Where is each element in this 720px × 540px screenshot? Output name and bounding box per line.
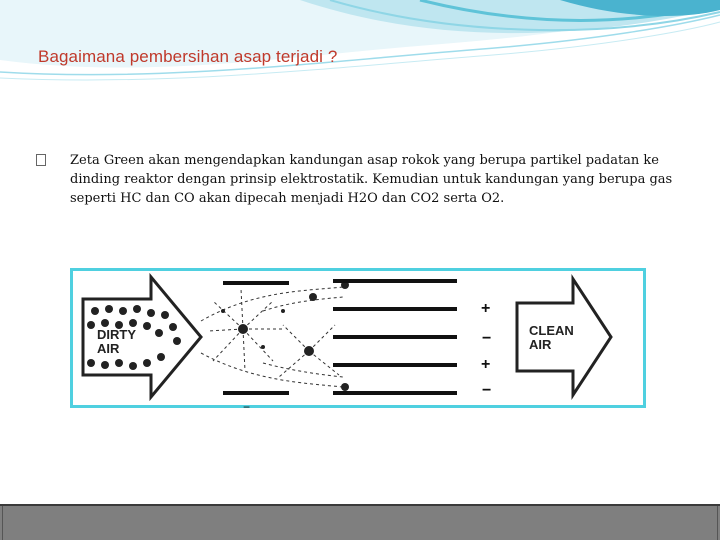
footer-bar (0, 504, 720, 540)
minus-sign: − (482, 382, 492, 399)
minus-sign: − (482, 330, 492, 347)
body-paragraph: Zeta Green akan mengendapkan kandungan asap rokok yang berupa partikel padatan ke dinding reaktor dengan prinsip elektrostatik. Kemudian untuk kandungan yang berupa gas seperti HC dan CO akan dipecah menjadi H2O dan CO2 serta O2. (70, 153, 673, 206)
clean-air-label-line1: CLEAN (529, 323, 574, 338)
slide-title: Bagaimana pembersihan asap terjadi ? (38, 47, 338, 66)
ionization-burst (201, 287, 343, 387)
collector-plate-bottom (223, 391, 289, 395)
clean-air-label-line2: AIR (529, 337, 552, 352)
minus-sign: − (243, 400, 251, 414)
plus-sign: + (481, 356, 491, 373)
collector-plates (333, 279, 457, 395)
footer-inner-frame (2, 506, 718, 540)
bullet-icon (36, 154, 46, 166)
dirty-air-label-line2: AIR (97, 341, 120, 356)
collector-plate-top (223, 281, 289, 285)
charged-particles (221, 281, 349, 391)
plus-sign: + (481, 300, 491, 317)
electrostatic-diagram (70, 268, 646, 414)
header-wave-decoration (0, 0, 720, 90)
dirty-air-label-line1: DIRTY (97, 327, 136, 342)
